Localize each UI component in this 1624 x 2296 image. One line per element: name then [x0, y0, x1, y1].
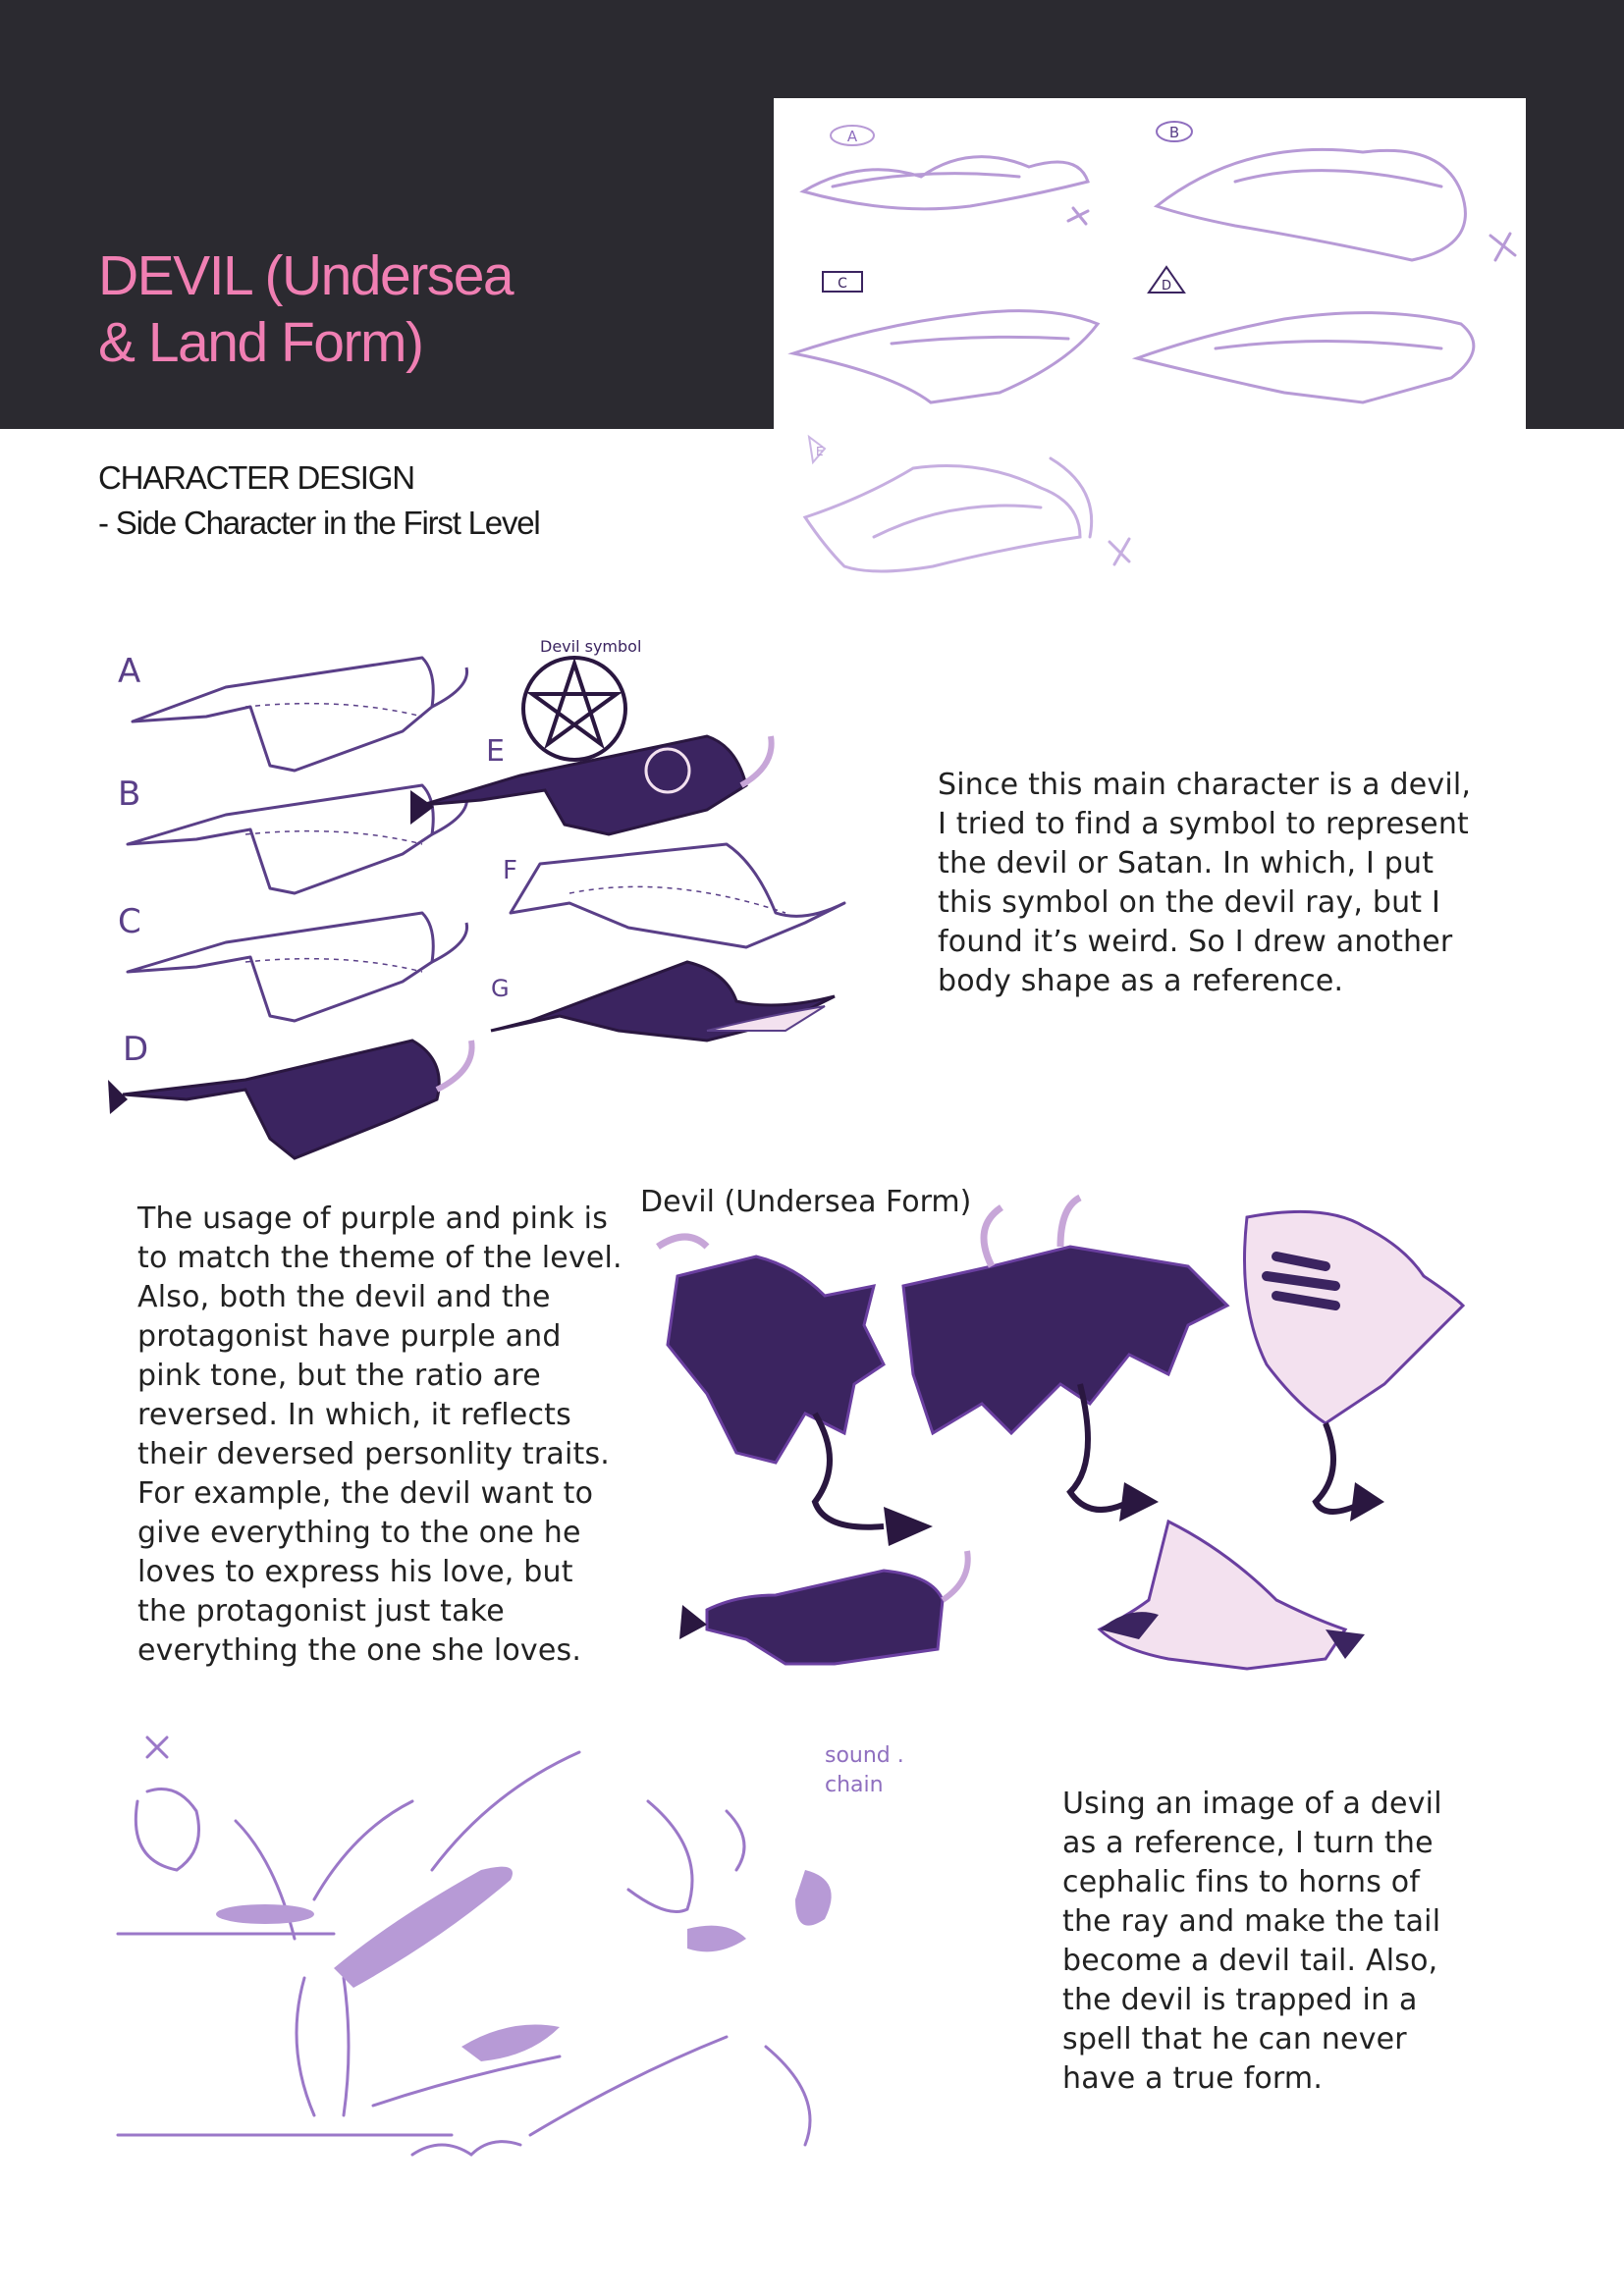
title-line-1: DEVIL (Undersea	[98, 244, 514, 307]
variant-e-horn	[741, 736, 772, 785]
undersea-ray-1-tail-tip	[884, 1507, 933, 1546]
ray-sketch-panel	[774, 98, 1526, 429]
variant-d-tail-tip	[108, 1080, 128, 1114]
sketch-label-c-text: C	[838, 276, 847, 292]
bottom-sketch-panel	[118, 1723, 952, 2169]
paragraph-devil-symbol: Since this main character is a devil, I tried to find a symbol to represent the devil or Satan. In which, I put this symbol on the devil ray, but I found it’s weird. So I drew another body shape as a reference.	[938, 768, 1472, 998]
undersea-form-drawing	[638, 1207, 1473, 1679]
sketch-label-d-text: D	[1161, 279, 1172, 294]
sound-chain-note-line-2: chain	[825, 1773, 884, 1797]
paragraph-reference: Using an image of a devil as a reference, I turn the cephalic fins to horns of the ray and make the tail become a devil tail. Also, the devil is trapped in a spell that he can never have a true form.	[1062, 1787, 1442, 2096]
variant-label-g: G	[491, 975, 510, 1002]
variant-d-body	[123, 1041, 439, 1158]
bottom-sketch-drawing	[118, 1723, 952, 2169]
sketch-label-e-text: E	[816, 445, 824, 458]
undersea-form-caption: Devil (Undersea Form)	[640, 1185, 972, 1219]
undersea-ray-2-horn-right	[1060, 1198, 1080, 1247]
undersea-ray-1-horn	[658, 1237, 707, 1247]
land-ray-light	[1100, 1522, 1345, 1669]
undersea-ray-1	[668, 1256, 884, 1463]
variants-panel	[98, 628, 864, 1153]
ray-sketch-drawing	[774, 98, 1526, 429]
ray-sketch-e	[785, 429, 1139, 586]
sketch-label-a	[831, 126, 874, 145]
ray-sketch-e-drawing	[785, 429, 1139, 586]
undersea-ray-3	[1245, 1211, 1464, 1423]
sketch-label-c	[823, 272, 862, 292]
variant-label-a: A	[118, 652, 141, 691]
variant-label-d: D	[123, 1030, 149, 1069]
page-title	[98, 242, 513, 376]
undersea-ray-1-tail	[815, 1414, 884, 1527]
variant-e-body	[422, 736, 746, 834]
undersea-ray-3-tail-tip	[1350, 1482, 1384, 1522]
undersea-form-panel	[638, 1207, 1473, 1679]
subtitle-line-2: - Side Character in the First Level	[98, 505, 540, 541]
variant-label-f: F	[503, 856, 517, 885]
devil-symbol-caption: Devil symbol	[540, 637, 642, 656]
undersea-ray-2	[903, 1247, 1227, 1433]
pentagram-icon	[523, 658, 625, 760]
sketch-label-a-text: A	[846, 128, 858, 145]
land-ray-dark-horn	[943, 1551, 968, 1600]
subtitle-line-1: CHARACTER DESIGN	[98, 459, 414, 496]
sketch-label-d	[1149, 267, 1184, 294]
variant-label-c: C	[118, 902, 141, 941]
title-line-2: & Land Form)	[98, 311, 423, 374]
undersea-ray-2-tail	[1070, 1384, 1129, 1510]
sketch-label-b	[1157, 122, 1192, 141]
land-ray-dark	[707, 1571, 943, 1664]
paragraph-color-theme: The usage of purple and pink is to match the theme of the level. Also, both the devil and the protagonist have purple and pink tone, but the ratio are reversed. In which, it reflects their deversed personlity traits. For example, the devil want to give everything to the one he loves to express his love, but the protagonist just take everything the one she loves.	[137, 1201, 623, 1668]
undersea-ray-2-horn-left	[984, 1207, 1001, 1266]
sound-chain-note-line-1: sound .	[825, 1743, 904, 1768]
undersea-ray-2-tail-tip	[1119, 1482, 1159, 1522]
sketch-label-b-text: B	[1168, 124, 1180, 141]
variant-label-b: B	[118, 774, 141, 814]
variant-label-e: E	[486, 734, 505, 769]
variant-d-horn	[437, 1041, 472, 1090]
land-ray-dark-tail-tip	[679, 1605, 707, 1639]
variants-drawing	[98, 628, 864, 1153]
section-subtitle	[98, 455, 540, 546]
